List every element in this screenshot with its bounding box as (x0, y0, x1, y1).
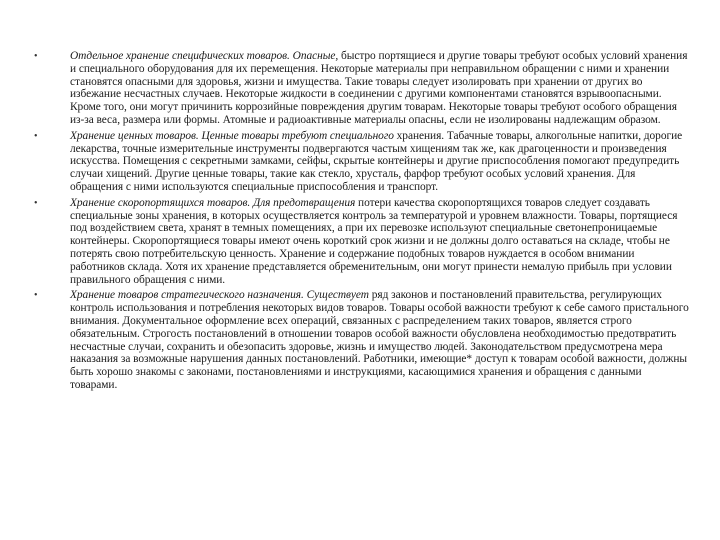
bullet-marker: • (34, 197, 38, 209)
paragraph-body: ряд законов и постановлений правительства, регулирующих контроль использования и потребления некоторых видов товаров. Товары особой важности требуют к себе самого пристального внимания. Документальное оформление всех операций, связанных с распределением таких товаров, является строго обязательным. Строгость постановлений в отношении товаров особой важности обусловлена необходимостью предотвратить несчастные случаи, сохранить и обезопасить здоровье, жизнь и имущество людей. Законодательством предусмотрена мера наказания за возможные нарушения данных постановлений. Работники, имеющие* доступ к товарам особой важности, должны быть хорошо знакомы с законами, постановлениями и инструкциями, касающимися хранения и обращения с данными товарами. (70, 289, 689, 391)
paragraph-lead: Хранение скоропортящихся товаров. Для предотвращения (70, 196, 356, 209)
paragraph-lead: Отдельное хранение специфических товаров. Опасные, (70, 50, 339, 62)
paragraph-lead: Хранение товаров стратегического назначения. Существует (70, 289, 369, 302)
list-item-perishable-goods (34, 197, 690, 287)
paragraph-body: быстро портящиеся и другие товары требуют особых условий хранения и специального оборудования для их перемещения. Некоторые материалы при неправильном обращении с ними и хранении становятся опасными для здоровья, жизни и имущества. Такие товары следует изолировать при хранении от других во избежание несчастных случаев. Некоторые жидкости в соединении с другими компонентами становятся взрывоопасными. Кроме того, они могут причинить коррозийные повреждения другим товарам. Некоторые товары требуют особого обращения из-за веса, размера или формы. Атомные и радиоактивные материалы опасны, если не изолированы надлежащим образом. (70, 50, 688, 126)
paragraph-body: хранения. Табачные товары, алкогольные напитки, дорогие лекарства, точные измерительные инструменты подвергаются частым хищениям так же, как драгоценности и произведения искусства. Помещения с секретными замками, сейфы, скрытые контейнеры и другие приспособления помогают предупредить случаи хищений. Другие ценные товары, такие как стекло, хрусталь, фарфор требуют особых условий хранения. Для обращения с ними используются специальные приспособления и транспорт. (70, 129, 683, 193)
paragraph-lead: Хранение ценных товаров. Ценные товары требуют специального (70, 129, 394, 142)
paragraph (70, 197, 690, 287)
bullet-marker: • (34, 290, 38, 302)
paragraph-body: потери качества скоропортящихся товаров следует создавать специальные зоны хранения, в которых осуществляется контроль за температурой и уровнем влажности. Товары, портящиеся под воздействием света, хранят в темных помещениях, а при их перевозке используют специальные светонепроницаемые контейнеры. Скоропортящиеся товары имеют очень короткий срок жизни и не должны долго оставаться на складе, чтобы не потерять свою потребительскую ценность. Хранение и содержание подобных товаров нуждается в особом внимании работников склада. Хотя их хранение представляется обременительным, они могут принести немалую прибыль при условии правильного обращения с ними. (70, 196, 678, 286)
list-item-valuable-goods (34, 130, 690, 194)
paragraph (70, 289, 690, 391)
list-item-specific-goods (34, 50, 690, 127)
paragraph (70, 130, 690, 194)
bullet-list (34, 50, 690, 392)
list-item-strategic-goods (34, 289, 690, 391)
paragraph (70, 50, 690, 127)
bullet-marker: • (34, 51, 38, 62)
bullet-marker: • (34, 130, 38, 142)
